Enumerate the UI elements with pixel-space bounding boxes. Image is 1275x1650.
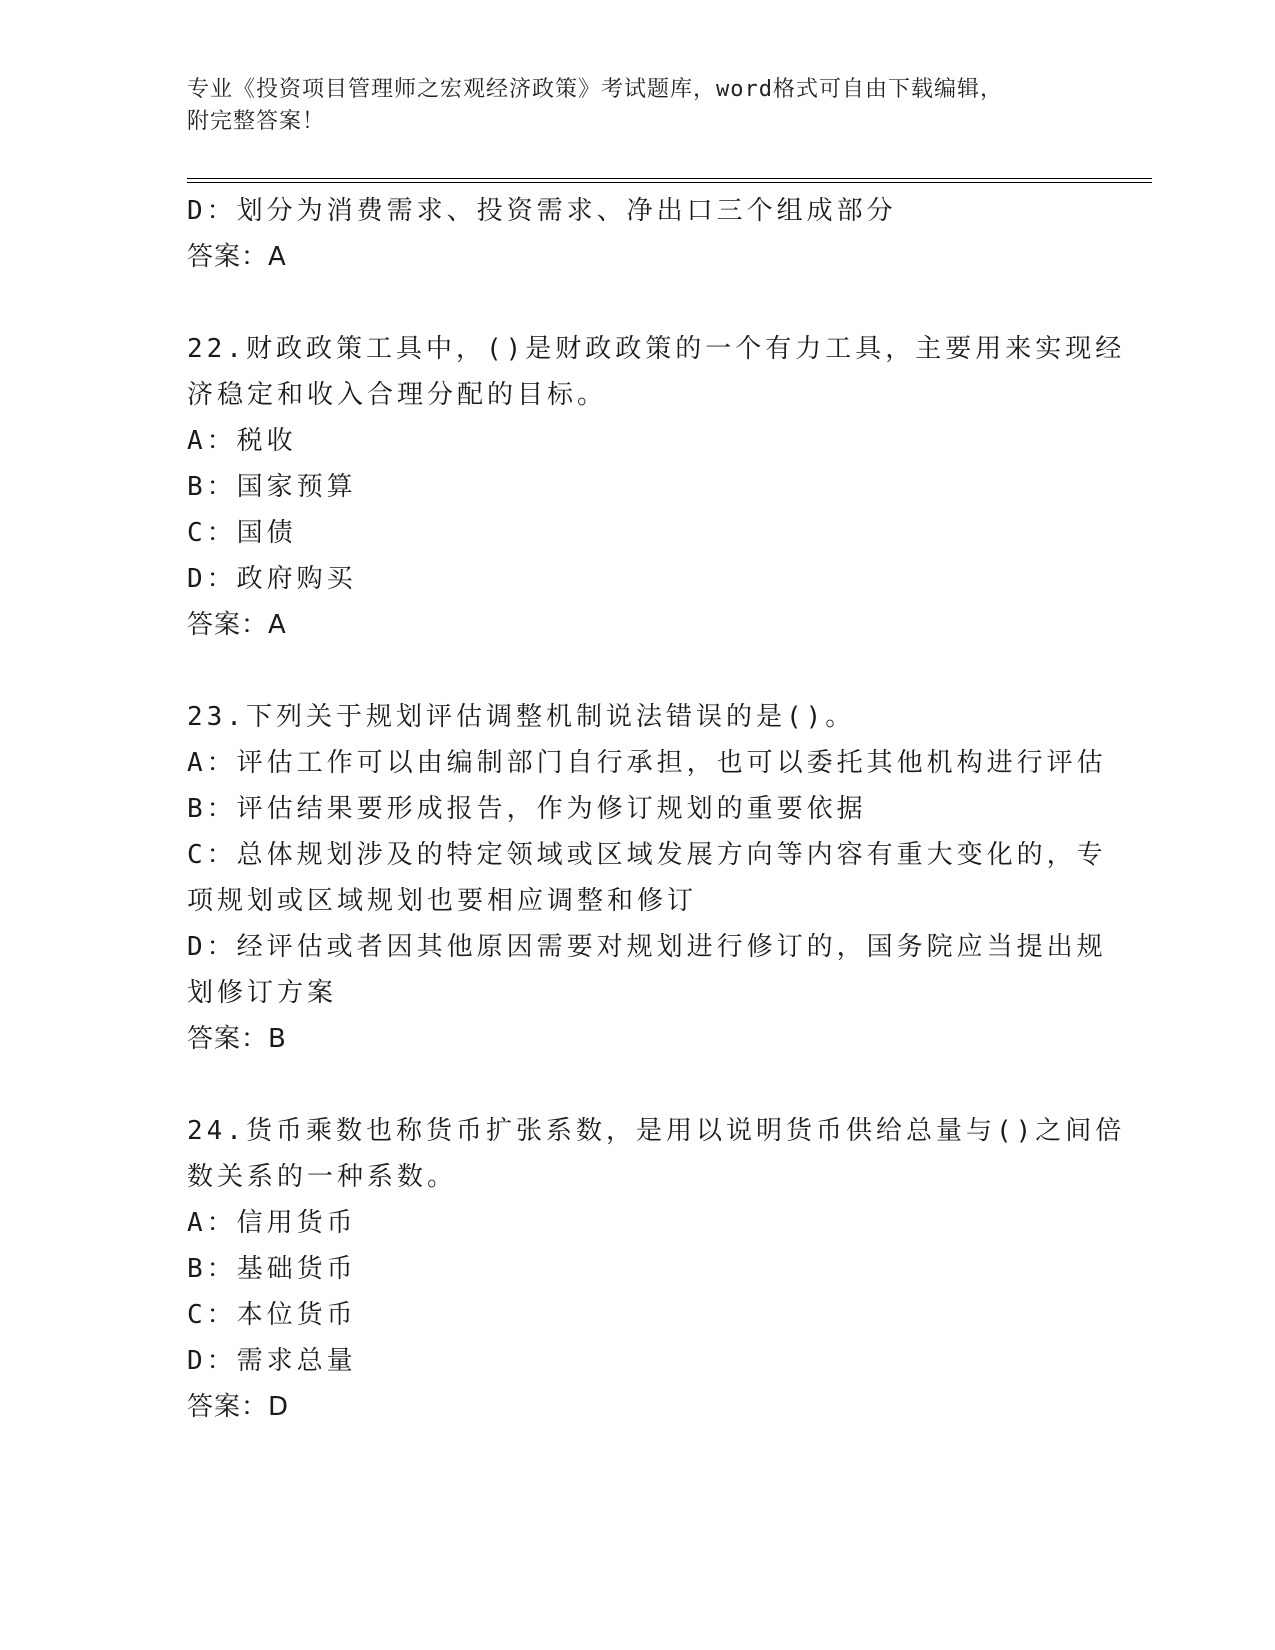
- spacer: [187, 280, 1147, 326]
- q23-answer: 答案：B: [187, 1024, 287, 1054]
- q22-option-c: C：国债: [187, 518, 297, 548]
- q24-option-a: A：信用货币: [187, 1208, 357, 1238]
- q22-option-b: B：国家预算: [187, 472, 357, 502]
- header-line-1: 专业《投资项目管理师之宏观经济政策》考试题库，word格式可自由下载编辑，: [187, 77, 1003, 102]
- q21-answer: 答案：A: [187, 242, 287, 272]
- q23-stem: 23.下列关于规划评估调整机制说法错误的是()。: [187, 702, 856, 732]
- question-23: [187, 694, 1147, 1062]
- q23-option-d-line-2: 划修订方案: [187, 978, 338, 1008]
- spacer: [187, 648, 1147, 694]
- question-list: [187, 188, 1147, 1430]
- document-header: [187, 74, 1147, 138]
- spacer: [187, 1062, 1147, 1108]
- q22-stem-line-2: 济稳定和收入合理分配的目标。: [187, 380, 608, 410]
- q22-answer: 答案：A: [187, 610, 287, 640]
- q23-option-d-line-1: D：经评估或者因其他原因需要对规划进行修订的，国务院应当提出规: [187, 932, 1107, 962]
- q23-option-c-line-1: C：总体规划涉及的特定领域或区域发展方向等内容有重大变化的，专: [187, 840, 1107, 870]
- q23-option-c-line-2: 项规划或区域规划也要相应调整和修订: [187, 886, 698, 916]
- q24-option-c: C：本位货币: [187, 1300, 357, 1330]
- q23-option-a: A：评估工作可以由编制部门自行承担，也可以委托其他机构进行评估: [187, 748, 1107, 778]
- q24-answer: 答案：D: [187, 1392, 290, 1422]
- q24-option-d: D：需求总量: [187, 1346, 357, 1376]
- q22-option-a: A：税收: [187, 426, 297, 456]
- q23-option-b: B：评估结果要形成报告，作为修订规划的重要依据: [187, 794, 867, 824]
- header-line-2: 附完整答案！: [187, 109, 326, 134]
- header-divider: [187, 178, 1152, 183]
- question-21-fragment: [187, 188, 1147, 280]
- q22-stem-line-1: 22.财政政策工具中，()是财政政策的一个有力工具，主要用来实现经: [187, 334, 1126, 364]
- question-24: [187, 1108, 1147, 1430]
- q24-option-b: B：基础货币: [187, 1254, 357, 1284]
- q21-option-d: D：划分为消费需求、投资需求、净出口三个组成部分: [187, 196, 897, 226]
- q22-option-d: D：政府购买: [187, 564, 357, 594]
- q24-stem-line-1: 24.货币乘数也称货币扩张系数，是用以说明货币供给总量与()之间倍: [187, 1116, 1126, 1146]
- question-22: [187, 326, 1147, 648]
- q24-stem-line-2: 数关系的一种系数。: [187, 1162, 458, 1192]
